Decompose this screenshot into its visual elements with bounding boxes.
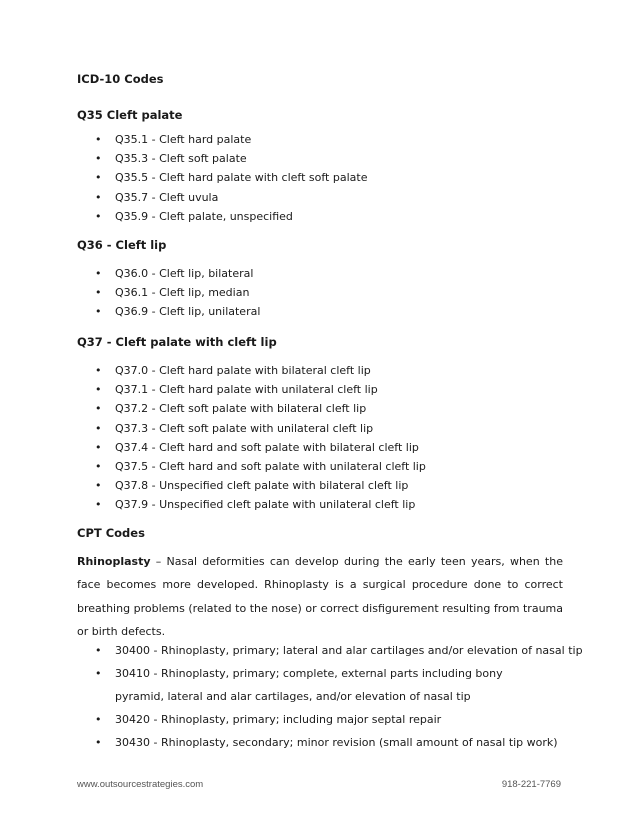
cpt-list xyxy=(0,639,600,754)
bullet-icon: • xyxy=(95,440,102,454)
bullet-icon: • xyxy=(95,305,102,319)
q37-list xyxy=(0,361,426,515)
footer-website: www.outsourcestrategies.com xyxy=(77,779,204,790)
list-item: • Q37.1 - Cleft hard palate with unilateral cleft lip xyxy=(0,380,426,399)
bullet-icon: • xyxy=(95,713,102,726)
bullet-icon: • xyxy=(95,459,102,473)
list-item: • 30420 - Rhinoplasty, primary; including major septal repair xyxy=(0,708,600,731)
list-item: • Q35.3 - Cleft soft palate xyxy=(0,149,367,168)
list-item: • Q35.7 - Cleft uvula xyxy=(0,188,367,207)
bullet-icon: • xyxy=(95,644,102,657)
bullet-icon: • xyxy=(95,171,102,185)
list-item: • 30410 - Rhinoplasty, primary; complete, external parts including bony pyramid, lateral and alar cartilages, and/or elevation of nasal tip xyxy=(0,662,600,708)
q35-list xyxy=(0,130,367,226)
list-item: • Q37.9 - Unspecified cleft palate with unilateral cleft lip xyxy=(0,495,426,514)
q36-list xyxy=(0,264,260,322)
list-item: • Q37.4 - Cleft hard and soft palate with bilateral cleft lip xyxy=(0,438,426,457)
bullet-icon: • xyxy=(95,667,102,680)
bullet-icon: • xyxy=(95,364,102,377)
bullet-icon: • xyxy=(95,402,102,416)
list-item: • Q36.9 - Cleft lip, unilateral xyxy=(0,302,260,321)
list-item: • Q37.8 - Unspecified cleft palate with bilateral cleft lip xyxy=(0,476,426,495)
list-item: • Q37.2 - Cleft soft palate with bilateral cleft lip xyxy=(0,399,426,418)
q36-heading: Q36 - Cleft lip xyxy=(77,238,167,252)
rhinoplasty-description: – Nasal deformities can develop during the early teen years, when the face becomes more developed. Rhinoplasty is a surgical procedure done to correct breathing problems (related to the nose) or correct disfigurement resulting from trauma or birth defects. xyxy=(77,555,563,639)
bullet-icon: • xyxy=(95,479,102,493)
icd10-heading: ICD-10 Codes xyxy=(77,72,164,86)
list-item: • Q36.0 - Cleft lip, bilateral xyxy=(0,264,260,283)
bullet-icon: • xyxy=(95,133,102,146)
list-item: • Q35.1 - Cleft hard palate xyxy=(0,130,367,149)
bullet-icon: • xyxy=(95,421,102,435)
bullet-icon: • xyxy=(95,267,102,280)
bullet-icon: • xyxy=(95,498,102,512)
bullet-icon: • xyxy=(95,383,102,397)
bullet-icon: • xyxy=(95,152,102,166)
q35-heading: Q35 Cleft palate xyxy=(77,108,183,122)
bullet-icon: • xyxy=(95,286,102,300)
list-item: • 30430 - Rhinoplasty, secondary; minor revision (small amount of nasal tip work) xyxy=(0,731,600,754)
footer-phone: 918-221-7769 xyxy=(501,779,561,790)
list-item: • Q36.1 - Cleft lip, median xyxy=(0,283,260,302)
q37-heading: Q37 - Cleft palate with cleft lip xyxy=(77,335,277,349)
list-item: • Q35.5 - Cleft hard palate with cleft soft palate xyxy=(0,168,367,187)
rhinoplasty-paragraph xyxy=(77,550,563,644)
list-item: • 30400 - Rhinoplasty, primary; lateral and alar cartilages and/or elevation of nasal tip xyxy=(0,639,600,662)
rhinoplasty-term: Rhinoplasty xyxy=(77,555,151,568)
list-item: • Q37.3 - Cleft soft palate with unilateral cleft lip xyxy=(0,419,426,438)
bullet-icon: • xyxy=(95,736,102,749)
list-item: • Q37.0 - Cleft hard palate with bilateral cleft lip xyxy=(0,361,426,380)
list-item: • Q37.5 - Cleft hard and soft palate with unilateral cleft lip xyxy=(0,457,426,476)
list-item: • Q35.9 - Cleft palate, unspecified xyxy=(0,207,367,226)
bullet-icon: • xyxy=(95,209,102,223)
cpt-heading: CPT Codes xyxy=(77,526,145,540)
bullet-icon: • xyxy=(95,190,102,204)
